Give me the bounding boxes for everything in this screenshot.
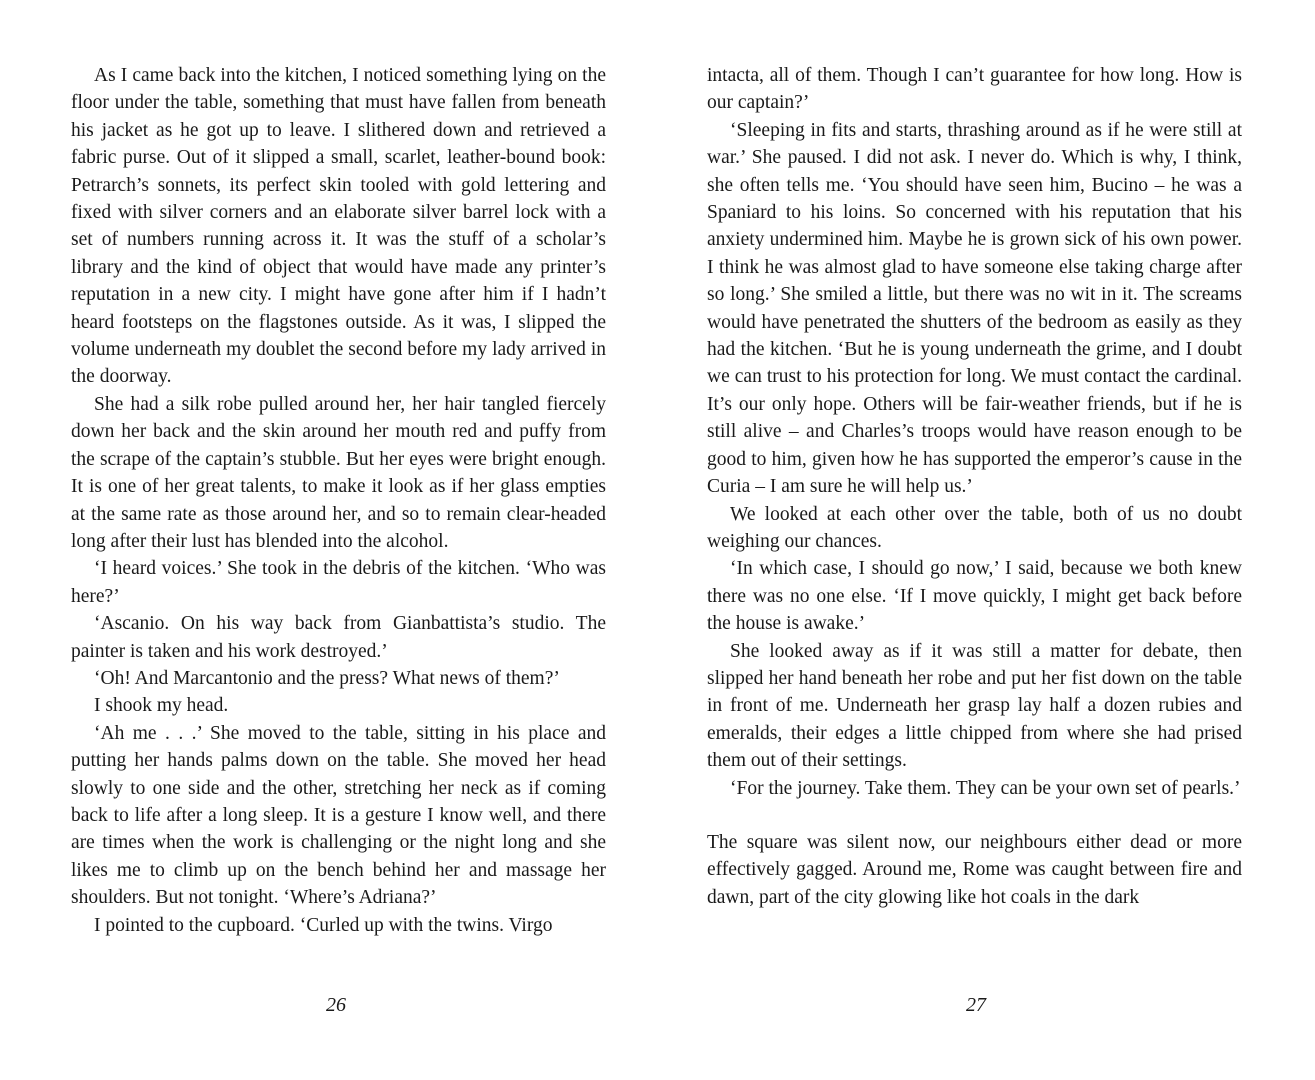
paragraph: ‘Ascanio. On his way back from Gianbattista’s studio. The painter is taken and his work destroyed.’ [71, 613, 606, 662]
paragraph: ‘Sleeping in fits and starts, thrashing around as if he were still at war.’ She paused. I did not ask. I never do. Which is why, I think, she often tells me. ‘You should have seen him, Bucino – he was a Spaniard to his loins. So concerned with his reputation that his anxiety undermined him. Maybe he is grown sick of his own power. I think he was almost glad to have someone else taking charge after so long.’ She smiled a little, but there was no wit in it. The screams would have penetrated the shutters of the bedroom as easily as they had the kitchen. ‘But he is young underneath the grime, and I doubt we can trust to his protection for long. We must contact the cardinal. It’s our only hope. Others will be fair-weather friends, but if he is still alive – and Charles’s troops would have reason enough to be good to him, given how he has supported the emperor’s cause in the Curia – I am sure he will help us.’ [707, 119, 1242, 498]
paragraph: As I came back into the kitchen, I noticed something lying on the floor under the table, something that must have fallen from beneath his jacket as he got up to leave. I slithered down and retrieved a fabric purse. Out of it slipped a small, scarlet, leather-bound book: Petrarch’s sonnets, its perfect skin tooled with gold lettering and fixed with silver corners and an elaborate silver barrel lock with a set of numbers running across it. It was the stuff of a scholar’s library and the kind of object that would have made any printer’s reputation in a new city. I might have gone after him if I hadn’t heard footsteps on the flagstones outside. As it was, I slipped the volume underneath my doublet the second before my lady arrived in the doorway. [71, 65, 606, 388]
left-page-text [71, 62, 606, 939]
paragraph: We looked at each other over the table, both of us no doubt weighing our chances. [707, 503, 1242, 552]
paragraph: ‘Oh! And Marcantonio and the press? What news of them?’ [94, 667, 560, 689]
page-number-left: 26 [326, 994, 346, 1016]
page-number-right: 27 [966, 994, 986, 1016]
paragraph: ‘Ah me . . .’ She moved to the table, sitting in his place and putting her hands palms down on the table. She moved her head slowly to one side and the other, stretching her neck as if coming back to life after a long sleep. It is a gesture I know well, and there are times when the work is challenging or the night long and she likes me to climb up on the bench behind her and massage her shoulders. But not tonight. ‘Where’s Adriana?’ [71, 722, 606, 909]
section-paragraph: The square was silent now, our neighbours either dead or more effectively gagged. Around me, Rome was caught between fire and dawn, part of the city glowing like hot coals in the dark [707, 831, 1242, 908]
paragraph: ‘In which case, I should go now,’ I said, because we both knew there was no one else. ‘If I move quickly, I might get back before the house is awake.’ [707, 558, 1242, 635]
paragraph: I shook my head. [94, 695, 229, 717]
paragraph: She looked away as if it was still a matter for debate, then slipped her hand beneath her robe and put her fist down on the table in front of me. Underneath her grasp lay half a dozen rubies and emeralds, their edges a little chipped from where she had prised them out of their settings. [707, 640, 1242, 772]
right-page-text [707, 62, 1242, 911]
paragraph: ‘For the journey. Take them. They can be your own set of pearls.’ [730, 777, 1241, 799]
paragraph: She had a silk robe pulled around her, her hair tangled fiercely down her back and the skin around her mouth red and puffy from the scrape of the captain’s stubble. But her eyes were bright enough. It is one of her great talents, to make it look as if her glass empties at the same rate as those around her, and so to remain clear-headed long after their lust has blended into the alcohol. [71, 393, 606, 552]
paragraph: ‘I heard voices.’ She took in the debris of the kitchen. ‘Who was here?’ [71, 558, 606, 607]
paragraph: I pointed to the cupboard. ‘Curled up with the twins. Virgo [94, 914, 553, 936]
paragraph: intacta, all of them. Though I can’t guarantee for how long. How is our captain?’ [707, 65, 1242, 114]
